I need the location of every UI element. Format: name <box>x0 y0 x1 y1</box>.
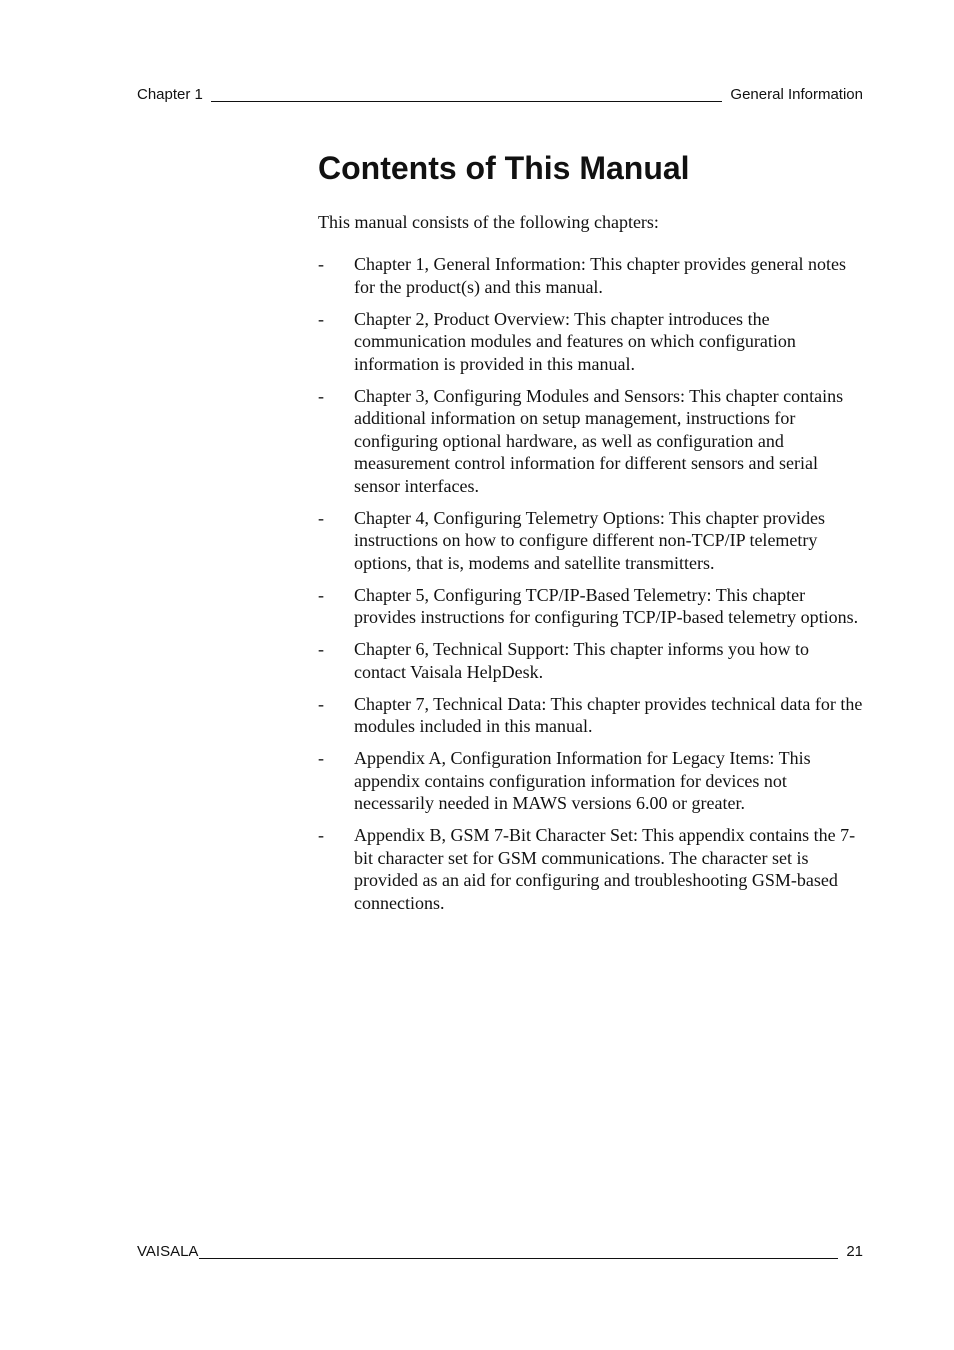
list-bullet: - <box>318 254 324 274</box>
list-item <box>318 584 863 629</box>
footer-rule <box>199 1258 838 1259</box>
list-item <box>318 308 863 376</box>
list-bullet: - <box>318 507 324 528</box>
list-bullet: - <box>318 385 324 406</box>
list-item-text: Chapter 6, Technical Support: This chapter informs you how to contact Vaisala HelpDesk. <box>354 639 809 682</box>
intro-paragraph: This manual consists of the following chapters: <box>318 212 659 232</box>
page-header <box>137 86 863 104</box>
list-bullet: - <box>318 693 324 714</box>
chapter-list <box>318 253 863 924</box>
list-item <box>318 824 863 914</box>
list-item <box>318 747 863 815</box>
list-bullet: - <box>318 308 324 329</box>
list-item-text: Chapter 5, Configuring TCP/IP-Based Telemetry: This chapter provides instructions for configuring TCP/IP-based telemetry options. <box>354 584 859 627</box>
list-item-text: Chapter 4, Configuring Telemetry Options: This chapter provides instructions on how to configure different non-TCP/IP telemetry options, that is, modems and satellite transmitters. <box>354 507 825 573</box>
footer-company-label: VAISALA <box>137 1243 199 1260</box>
list-item <box>318 638 863 683</box>
page-footer <box>137 1243 863 1261</box>
header-rule <box>211 101 723 102</box>
list-item-text: Appendix A, Configuration Information for Legacy Items: This appendix contains configuration information for devices not necessarily needed in MAWS versions 6.00 or greater. <box>354 748 811 813</box>
list-item-text: Appendix B, GSM 7-Bit Character Set: This appendix contains the 7-bit character set for GSM communications. The character set is provided as an aid for configuring and troubleshooting GSM-based connections. <box>354 825 856 913</box>
header-chapter-label: Chapter 1 <box>137 86 203 103</box>
list-item-text: Chapter 1, General Information: This chapter provides general notes for the product(s) and this manual. <box>354 254 847 297</box>
list-bullet: - <box>318 639 324 659</box>
list-bullet: - <box>318 748 324 768</box>
header-section-label: General Information <box>730 86 863 103</box>
list-bullet: - <box>318 825 324 845</box>
list-item <box>318 253 863 298</box>
list-bullet: - <box>318 584 324 605</box>
page-title: Contents of This Manual <box>318 150 690 186</box>
list-item <box>318 507 863 575</box>
list-item <box>318 385 863 498</box>
page-number: 21 <box>846 1243 863 1260</box>
list-item-text: Chapter 2, Product Overview: This chapter introduces the communication modules and features on which configuration information is provided in this manual. <box>354 308 796 374</box>
list-item-text: Chapter 7, Technical Data: This chapter provides technical data for the modules included in this manual. <box>354 693 863 736</box>
list-item-text: Chapter 3, Configuring Modules and Sensors: This chapter contains additional information on setup management, instructions for configuring optional hardware, as well as configuration and measurement control information for different sensors and serial sensor interfaces. <box>354 385 844 496</box>
list-item <box>318 693 863 738</box>
